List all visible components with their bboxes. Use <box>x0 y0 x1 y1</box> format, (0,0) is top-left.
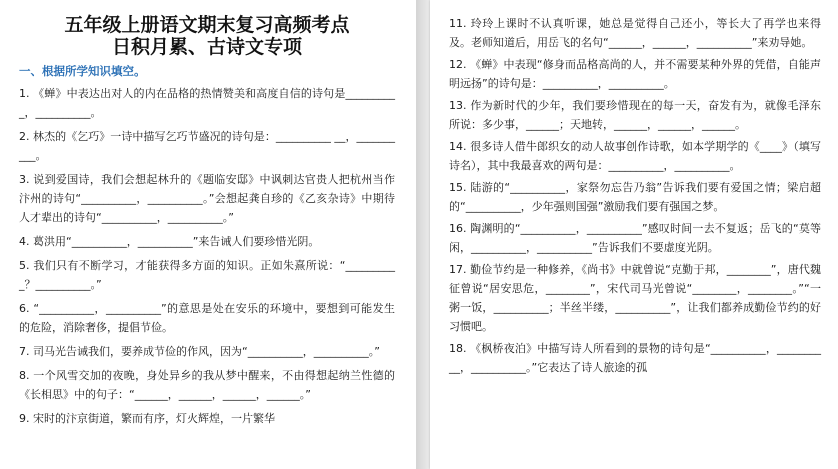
question-12: 12. 《蝉》中表现“修身而品格高尚的人，并不需要某种外界的凭借，自能声明远扬”的诗句是：__________，__________。 <box>449 58 821 90</box>
question-6: 6. “__________，__________”的意思是处在安乐的环境中，要想到可能发生的危险，消除奢侈，提倡节俭。 <box>19 302 395 334</box>
question-9: 9. 宋时的汴京街道，繁而有序，灯火辉煌，一片繁华 <box>19 412 275 425</box>
section-heading: 一、根据所学知识填空。 <box>19 64 146 78</box>
page-gutter <box>416 0 430 469</box>
question-15: 15. 陆游的“__________，家祭勿忘告乃翁”告诉我们要有爱国之情；梁启超的“__________，少年强则国强”激励我们要有强国之梦。 <box>449 181 821 213</box>
left-document-page <box>0 0 416 469</box>
question-18: 18. 《枫桥夜泊》中描写诗人所看到的景物的诗句是“__________，__________，__________。”它表达了诗人旅途的孤 <box>449 342 821 374</box>
question-16: 16. 陶渊明的“__________，__________”感叹时间一去不复返；岳飞的“莫等闲，__________，__________”告诉我们不要虚度光阴。 <box>449 222 821 254</box>
question-5: 5. 我们只有不断学习，才能获得多方面的知识。正如朱熹所说：“__________？__________。” <box>19 259 395 291</box>
question-2: 2. 林杰的《乞巧》一诗中描写乞巧节盛况的诗句是：__________ __，__________。 <box>19 130 395 162</box>
left-page-content <box>19 14 395 433</box>
question-14: 14. 很多诗人借牛郎织女的动人故事创作诗歌，如本学期学的《____》（填写诗名），其中我最喜欢的两句是：__________，__________。 <box>449 140 821 172</box>
question-13: 13. 作为新时代的少年，我们要珍惜现在的每一天，奋发有为，就像毛泽东所说：多少事，______；天地转，______，______，______。 <box>449 99 821 131</box>
question-8: 8. 一个风雪交加的夜晚，身处异乡的我从梦中醒来，不由得想起纳兰性德的《长相思》中的句子：“______，______，______，______。” <box>19 369 395 401</box>
document-title-line-1: 五年级上册语文期末复习高频考点 <box>64 14 350 36</box>
question-7: 7. 司马光告诫我们，要养成节俭的作风，因为“__________，__________。” <box>19 345 380 358</box>
question-1: 1. 《蝉》中表达出对人的内在品格的热情赞美和高度自信的诗句是__________，__________。 <box>19 87 395 119</box>
question-3: 3. 说到爱国诗，我们会想起林升的《题临安邸》中讽刺达官贵人把杭州当作汴州的诗句“__________，__________。”会想起龚自珍的《乙亥杂诗》中期待人才辈出的诗句“__________，__________。” <box>19 173 395 224</box>
question-17: 17. 勤俭节约是一种修养，《尚书》中就曾说“克勤于邦，________”，唐代魏征曾说“居安思危，________”，宋代司马光曾说“________，________。”“一粥一饭，__________；半丝半缕，__________”，让我们都养成勤俭节约的好习惯吧。 <box>449 263 821 333</box>
question-4: 4. 葛洪用“__________，__________”来告诫人们要珍惜光阴。 <box>19 235 320 248</box>
right-document-page <box>430 0 838 469</box>
document-title-line-2: 日积月累、古诗文专项 <box>111 36 302 58</box>
right-page-content <box>449 14 821 380</box>
question-11: 11. 玲玲上课时不认真听课，她总是觉得自己还小，等长大了再学也来得及。老师知道后，用岳飞的名句“______，______，__________”来劝导她。 <box>449 17 821 49</box>
